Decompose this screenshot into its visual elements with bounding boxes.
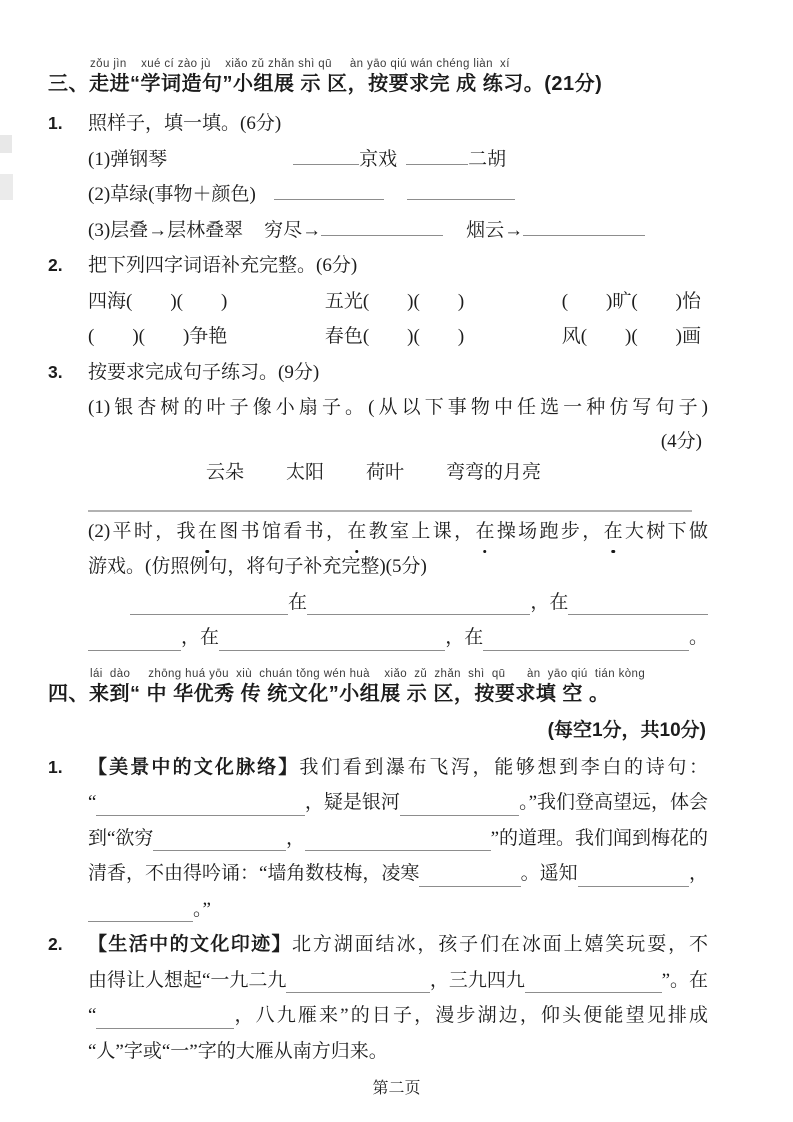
q2-idiom-row-1 [88, 284, 708, 320]
line-text: ，疑是银河 [304, 792, 400, 813]
line-text: 。遥知 [520, 863, 578, 884]
q4-1-line1-text: 我们看到瀑布飞泻，能够想到李白的诗句： [299, 756, 708, 778]
answer-blank [96, 1028, 234, 1029]
answer-blank [96, 815, 304, 816]
question-4-2 [48, 927, 708, 1069]
q3-item-1-score: (4分) [660, 430, 702, 452]
answer-blank [293, 145, 359, 165]
answer-blank [219, 650, 445, 651]
section3-pinyin: zǒu jìn xué cí zào jù xiǎo zǔ zhǎn shì qū àn yāo qiú wán chéng liàn xí [90, 58, 510, 70]
question-1 [48, 106, 708, 248]
q4-1-tag: 【美景中的文化脉络】 [88, 756, 300, 778]
q4-2-tag: 【生活中的文化印迹】 [88, 934, 292, 955]
question-4-1-number: 1. [48, 756, 63, 777]
idiom-cell: 风( )( )画 [561, 326, 701, 347]
q1-item-3-label: (3)层叠→层林叠翠 [88, 219, 244, 241]
line-text: ，三九四九 [429, 969, 525, 991]
q3-item-2-sentence [88, 514, 708, 550]
sentence-segment: 操场跑步， [494, 520, 604, 542]
q4-2-line3 [88, 998, 708, 1034]
answer-blank [525, 992, 662, 993]
q4-2-line1-text: 北方湖面结冰，孩子们在冰面上嬉笑玩耍，不 [291, 934, 708, 955]
question-3-number: 3. [48, 361, 63, 382]
fill-text: ，在 [530, 591, 569, 613]
section4-score-note: (每空1分，共10分) [547, 719, 706, 741]
line-text: ， [285, 827, 305, 849]
question-4-1 [48, 750, 708, 928]
emphasized-zai: 在 [347, 514, 366, 550]
answer-blank [419, 886, 520, 887]
q1-item-2-label: (2)草绿(事物＋颜色) [88, 184, 256, 205]
fill-text: ，在 [445, 627, 484, 648]
answer-blank [307, 614, 530, 615]
idiom-cell: ( )旷( )怡 [561, 290, 701, 312]
sentence-segment: 教室上课， [366, 520, 476, 542]
q1-item-3 [88, 213, 708, 249]
answer-blank [568, 614, 708, 615]
q1-item-1 [88, 142, 708, 178]
fill-text: ，在 [181, 627, 220, 648]
line-text: ， [688, 863, 708, 884]
idiom-cell: 四海( )( ) [88, 290, 228, 312]
answer-blank [286, 992, 429, 993]
question-2-number: 2. [48, 255, 63, 275]
question-2-head: 把下列四字词语补充完整。(6分) [88, 255, 358, 276]
line-text: 清香，不由得吟诵：“墙角数枝梅，凌寒 [88, 863, 420, 884]
answer-blank [130, 614, 288, 615]
q3-item-2-sentence-line2: 游戏。(仿照例句，将句子补充完整)(5分) [88, 556, 427, 577]
fill-text: 。 [688, 627, 708, 648]
answer-blank [321, 216, 443, 236]
section3-title: 三、走进“学词造句”小组展 示 区，按要求完 成 练习。(21分) [48, 73, 603, 95]
option-word: 云朵 [206, 461, 245, 483]
scan-artifact [0, 174, 13, 200]
q4-2-line4: “人”字或“一”字的大雁从南方归来。 [88, 1040, 388, 1062]
q4-2-line1 [88, 927, 708, 963]
line-text: 由得让人想起“一九二九 [88, 969, 287, 991]
answer-blank [88, 650, 181, 651]
answer-blank [406, 145, 468, 165]
answer-blank [88, 921, 193, 922]
sentence-segment: 图书馆看书， [216, 520, 348, 542]
q1-item-3-prompt2: 烟云→ [466, 219, 524, 241]
idiom-cell: 五光( )( ) [324, 290, 465, 312]
question-1-number: 1. [48, 113, 63, 133]
q1-item-1-word2: 二胡 [468, 148, 507, 170]
question-2 [48, 248, 708, 355]
q2-idiom-row-2 [88, 319, 708, 355]
fill-text: 在 [288, 591, 308, 613]
line-text: ，八九雁来”的日子，漫步湖边，仰头便能望见排成 [234, 1005, 708, 1026]
q4-1-line3 [88, 821, 708, 857]
q1-item-2 [88, 177, 708, 213]
q3-item-1-options [88, 457, 708, 489]
q4-1-line5 [88, 892, 708, 928]
line-text: 到“欲穷 [88, 827, 154, 849]
idiom-cell: 春色( )( ) [324, 326, 465, 347]
q4-1-line4 [88, 856, 708, 892]
option-word: 荷叶 [366, 461, 405, 483]
idiom-cell: ( )( )争艳 [88, 326, 228, 347]
emphasized-zai: 在 [604, 514, 623, 550]
sentence-segment: (2)平时，我 [88, 520, 198, 542]
emphasized-zai: 在 [475, 514, 494, 550]
q4-1-line2 [88, 785, 708, 821]
page-number: 第二页 [372, 1080, 421, 1097]
question-1-head: 照样子，填一填。(6分) [88, 113, 282, 134]
option-word: 太阳 [286, 461, 325, 483]
answer-blank [274, 180, 384, 200]
q3-item-1-text: (1)银杏树的叶子像小扇子。(从以下事物中任选一种仿写句子) [88, 397, 708, 418]
section4-title: 四、来到“ 中 华优秀 传 统文化”小组展 示 区，按要求填 空 。 [48, 682, 610, 705]
line-text: ”的道理。我们闻到梅花的 [490, 827, 708, 849]
answer-blank [523, 216, 645, 236]
q4-1-line1 [88, 750, 708, 786]
scan-artifact [0, 135, 12, 153]
q3-fill-row-1 [88, 585, 708, 621]
answer-blank [578, 886, 689, 887]
quote-open: “ [88, 1005, 97, 1026]
q3-fill-row-2 [88, 620, 708, 656]
q1-item-3-prompt1: 穷尽→ [264, 219, 322, 241]
answer-writing-line [88, 510, 692, 512]
option-word: 弯弯的月亮 [446, 461, 542, 483]
answer-blank [400, 815, 519, 816]
q1-item-1-word1: 京戏 [359, 148, 398, 170]
emphasized-zai: 在 [198, 514, 217, 550]
answer-blank [305, 850, 491, 851]
quote-close: 。” [193, 898, 211, 920]
question-3 [48, 355, 708, 656]
answer-blank [483, 650, 689, 651]
answer-blank [407, 180, 515, 200]
answer-blank [153, 850, 286, 851]
line-text: 。”我们登高望远，体会 [519, 792, 708, 813]
q4-2-line2 [88, 963, 708, 999]
q1-item-1-label: (1)弹钢琴 [88, 148, 168, 170]
line-text: ”。在 [661, 969, 708, 991]
section4-pinyin: lái dào zhōng huá yōu xiù chuán tǒng wén huà xiǎo zǔ zhǎn shì qū àn yāo qiú tián kòng [90, 667, 646, 680]
question-3-head: 按要求完成句子练习。(9分) [88, 361, 320, 383]
quote-open: “ [88, 792, 97, 813]
question-4-2-number: 2. [48, 934, 63, 954]
sentence-segment: 大树下做 [622, 520, 708, 542]
